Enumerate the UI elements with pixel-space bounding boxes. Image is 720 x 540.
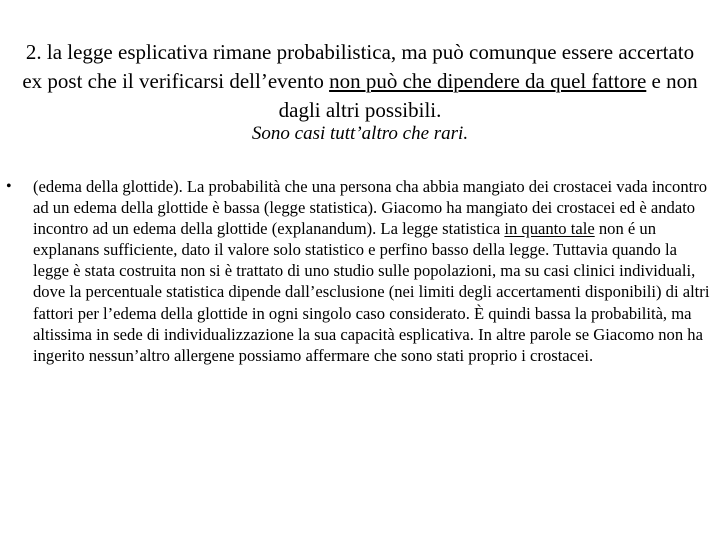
bullet-list	[0, 176, 720, 366]
bullet-item	[0, 176, 720, 366]
bullet-text-start: (edema della glottide). La probabilità che una persona cha abbia mangiato dei crostacei vada incontro ad un edema della glottide è bassa (legge statistica). Giacomo ha mangiato dei crostacei ed è andato incontro ad un edema della glottide (explanandum). La legge statistica	[33, 177, 708, 239]
bullet-text-end: non é un explanans sufficiente, dato il valore solo statistico e perfino basso della legge. Tuttavia quando la legge è stata costruita non si è trattato di uno studio sulle popolazioni, ma su casi clinici individuali, dove la percentuale statistica dipende dall’esclusione (nei limiti degli accertamenti disponibili) di altri fattori per l’edema della glottide in ogni singolo caso considerato. È quindi bassa la probabilità, ma altissima in sede di individualizzazione la sua capacità esplicativa. In altre parole se Giacomo non ha ingerito nessun’altro allergene possiamo affermare che sono stati proprio i crostacei.	[33, 219, 710, 365]
heading-text-start: 2. la legge esplicativa rimane probabilistica, ma può comunque essere accertato ex post che il verificarsi dell’evento	[22, 40, 695, 93]
heading-underlined-text: non può che dipendere da quel fattore	[329, 69, 647, 93]
bullet-marker: •	[6, 178, 12, 195]
heading-text-end: e non dagli altri possibili.	[278, 69, 698, 122]
slide-heading	[20, 38, 700, 125]
bullet-underlined-text: in quanto tale	[504, 219, 595, 239]
slide-subheading: Sono casi tutt’altro che rari.	[251, 123, 469, 144]
